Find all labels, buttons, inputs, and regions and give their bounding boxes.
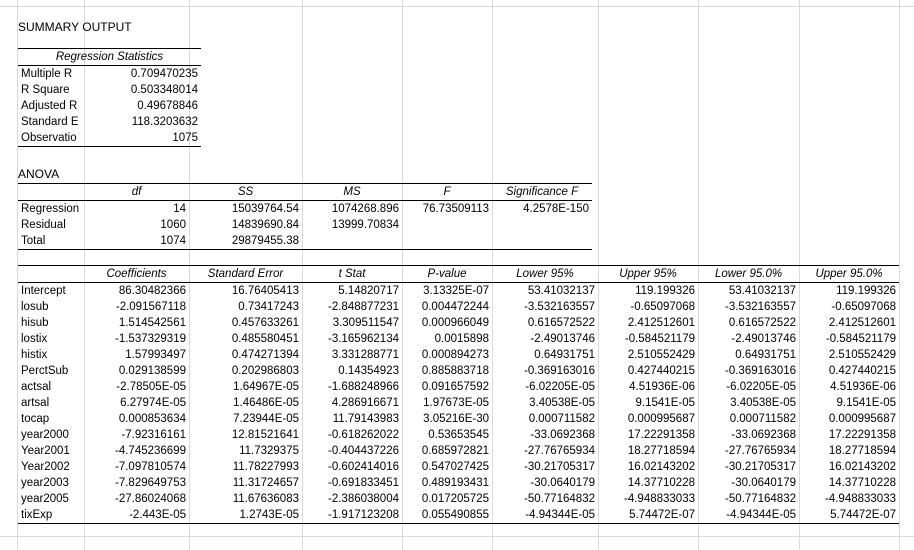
cell-upper-95: 9.1541E-05 xyxy=(635,397,695,409)
cell-upper-95: 2.510552429 xyxy=(627,349,695,361)
table-row xyxy=(18,475,899,491)
cell-p-value: 3.13325E-07 xyxy=(423,285,489,297)
row-value: 1075 xyxy=(102,130,201,147)
cell-standard-error: 1.46486E-05 xyxy=(233,397,299,409)
cell-lower-95: 3.40538E-05 xyxy=(529,397,595,409)
cell-upper-95-0: -0.65097068 xyxy=(831,301,896,313)
row-label: histix xyxy=(21,349,48,361)
cell-lower-95-0: 0.000711582 xyxy=(729,413,796,425)
regression-statistics-table xyxy=(18,48,201,147)
cell-coefficient: 6.27974E-05 xyxy=(120,397,186,409)
column-header xyxy=(18,266,84,283)
cell-ss: 29879455.38 xyxy=(189,233,302,250)
column-header: Lower 95.0% xyxy=(698,266,799,283)
cell-p-value: 0.055490855 xyxy=(402,507,492,524)
cell-lower-95: -33.0692368 xyxy=(530,429,595,441)
table-row xyxy=(18,315,899,331)
table-row xyxy=(18,459,899,475)
cell-lower-95: -27.76765934 xyxy=(524,445,595,457)
cell-standard-error: 0.73417243 xyxy=(238,301,299,313)
row-label: year2005 xyxy=(21,493,69,505)
row-label: lostix xyxy=(21,333,48,345)
cell-coefficient: 1.514542561 xyxy=(118,317,186,329)
cell-upper-95-0: 2.510552429 xyxy=(828,349,896,361)
cell-lower-95: -4.94344E-05 xyxy=(492,507,598,524)
cell-lower-95-0: 0.616572522 xyxy=(728,317,796,329)
cell-coefficient: -4.745236699 xyxy=(115,445,186,457)
row-label: tocap xyxy=(21,413,50,425)
cell-f xyxy=(402,217,492,233)
column-header: Upper 95% xyxy=(598,266,698,283)
cell-upper-95: 16.02143202 xyxy=(627,461,695,473)
table-row xyxy=(18,443,899,459)
regression-statistics-block xyxy=(18,48,201,147)
cell-upper-95-0: 18.27718594 xyxy=(828,445,896,457)
cell-lower-95: -0.369163016 xyxy=(524,365,595,377)
table-header-row xyxy=(18,266,899,283)
table-row xyxy=(18,395,899,411)
cell-upper-95: 5.74472E-07 xyxy=(598,507,698,524)
anova-table xyxy=(18,183,592,250)
cell-upper-95-0: 0.000995687 xyxy=(828,413,896,425)
cell-significance-f xyxy=(492,217,592,233)
row-value: 118.3203632 xyxy=(131,116,198,128)
cell-coefficient: -2.443E-05 xyxy=(84,507,189,524)
cell-upper-95: -0.65097068 xyxy=(630,301,695,313)
table-row xyxy=(18,130,201,147)
cell-f xyxy=(402,233,492,250)
row-label: Standard E xyxy=(21,116,79,128)
cell-upper-95-0: 17.22291358 xyxy=(828,429,896,441)
column-header: Lower 95% xyxy=(492,266,598,283)
cell-upper-95-0: 2.412512601 xyxy=(828,317,896,329)
cell-ss: 15039764.54 xyxy=(231,203,299,215)
cell-upper-95-0: 16.02143202 xyxy=(828,461,896,473)
cell-upper-95: 14.37710228 xyxy=(627,477,695,489)
row-label: Observatio xyxy=(18,130,102,147)
table-row xyxy=(18,427,899,443)
cell-coefficient: -27.86024068 xyxy=(115,493,186,505)
column-header: F xyxy=(402,184,492,201)
cell-standard-error: 7.23944E-05 xyxy=(233,413,299,425)
cell-lower-95: 53.41032137 xyxy=(527,285,595,297)
table-row xyxy=(18,82,201,98)
cell-t-stat: -2.386038004 xyxy=(328,493,399,505)
cell-coefficient: -2.091567118 xyxy=(115,301,186,313)
row-label: artsal xyxy=(21,397,50,409)
cell-p-value: 0.53653545 xyxy=(428,429,489,441)
gridline-horizontal xyxy=(0,536,914,537)
cell-p-value: 0.017205725 xyxy=(421,493,489,505)
cell-p-value: 0.000894273 xyxy=(421,349,489,361)
row-label: Year2002 xyxy=(21,461,70,473)
cell-upper-95-0: 0.427440215 xyxy=(828,365,896,377)
cell-p-value: 0.0015898 xyxy=(434,333,489,345)
cell-coefficient: -7.829649753 xyxy=(115,477,186,489)
cell-lower-95-0: -27.76765934 xyxy=(725,445,796,457)
cell-coefficient: 86.30482366 xyxy=(118,285,186,297)
coefficients-block xyxy=(18,265,899,524)
cell-p-value: 1.97673E-05 xyxy=(423,397,489,409)
cell-lower-95-0: -30.0640179 xyxy=(731,477,796,489)
table-row xyxy=(18,233,592,250)
cell-ms: 1074268.896 xyxy=(331,203,399,215)
row-label: tixExp xyxy=(18,507,84,524)
row-label: hisub xyxy=(21,317,49,329)
cell-f: 76.73509113 xyxy=(422,203,489,215)
table-row xyxy=(18,114,201,130)
cell-t-stat: -0.691833451 xyxy=(328,477,399,489)
cell-standard-error: 0.485580451 xyxy=(231,333,299,345)
row-value: 0.49678846 xyxy=(137,100,198,112)
row-label: Residual xyxy=(21,219,66,231)
cell-coefficient: -7.92316161 xyxy=(121,429,186,441)
cell-lower-95-0: 0.64931751 xyxy=(735,349,796,361)
table-row xyxy=(18,201,592,218)
cell-upper-95: -4.948833033 xyxy=(624,493,695,505)
cell-p-value: 0.000966049 xyxy=(421,317,489,329)
column-header: t Stat xyxy=(302,266,402,283)
table-row xyxy=(18,66,201,83)
coefficients-table xyxy=(18,265,899,524)
cell-lower-95: -50.77164832 xyxy=(524,493,595,505)
cell-lower-95-0: -33.0692368 xyxy=(731,429,796,441)
cell-lower-95: 0.000711582 xyxy=(528,413,595,425)
cell-upper-95: 17.22291358 xyxy=(627,429,695,441)
cell-t-stat: 3.331288771 xyxy=(331,349,399,361)
cell-standard-error: 11.78227993 xyxy=(232,461,299,473)
cell-standard-error: 11.7329375 xyxy=(239,445,299,457)
table-row xyxy=(18,491,899,507)
row-label: Regression xyxy=(21,203,80,215)
cell-standard-error: 0.474271394 xyxy=(231,349,299,361)
cell-coefficient: -1.537329319 xyxy=(115,333,186,345)
cell-p-value: 3.05216E-30 xyxy=(423,413,489,425)
cell-upper-95: 2.412512601 xyxy=(627,317,695,329)
cell-coefficient: 0.029138599 xyxy=(118,365,186,377)
cell-coefficient: -2.78505E-05 xyxy=(116,381,186,393)
cell-ms: 13999.70834 xyxy=(331,219,399,231)
cell-lower-95-0: -30.21705317 xyxy=(725,461,796,473)
column-header: Significance F xyxy=(492,184,592,201)
cell-t-stat: 0.14354923 xyxy=(338,365,399,377)
column-header: Coefficients xyxy=(84,266,189,283)
cell-p-value: 0.004472244 xyxy=(421,301,489,313)
anova-block xyxy=(18,183,592,250)
cell-t-stat: -0.602414016 xyxy=(328,461,399,473)
cell-t-stat: -1.688248966 xyxy=(328,381,399,393)
table-row xyxy=(18,347,899,363)
cell-lower-95: -3.532163557 xyxy=(524,301,595,313)
table-row xyxy=(18,49,201,66)
column-header: MS xyxy=(302,184,402,201)
cell-df: 1074 xyxy=(84,233,189,250)
cell-standard-error: 0.457633261 xyxy=(231,317,299,329)
cell-t-stat: 5.14820717 xyxy=(338,285,399,297)
cell-lower-95: -30.0640179 xyxy=(530,477,595,489)
cell-p-value: 0.685972821 xyxy=(421,445,489,457)
table-header-row xyxy=(18,184,592,201)
cell-standard-error: 16.76405413 xyxy=(231,285,299,297)
cell-lower-95-0: -6.02205E-05 xyxy=(726,381,796,393)
cell-t-stat: -3.165962134 xyxy=(328,333,399,345)
cell-ms xyxy=(302,233,402,250)
cell-upper-95-0: -4.948833033 xyxy=(825,493,896,505)
cell-upper-95-0: -0.584521179 xyxy=(825,333,896,345)
table-row xyxy=(18,217,592,233)
cell-standard-error: 1.64967E-05 xyxy=(233,381,299,393)
cell-lower-95-0: 53.41032137 xyxy=(728,285,796,297)
column-header: Upper 95.0% xyxy=(799,266,899,283)
row-label: losub xyxy=(21,301,49,313)
cell-upper-95-0: 9.1541E-05 xyxy=(836,397,896,409)
regression-statistics-header: Regression Statistics xyxy=(18,49,201,66)
row-label: Intercept xyxy=(21,285,66,297)
cell-lower-95: -2.49013746 xyxy=(530,333,595,345)
cell-upper-95-0: 14.37710228 xyxy=(828,477,896,489)
row-label: Year2001 xyxy=(21,445,70,457)
cell-standard-error: 1.2743E-05 xyxy=(189,507,302,524)
column-header: Standard Error xyxy=(189,266,302,283)
row-label: year2003 xyxy=(21,477,69,489)
cell-coefficient: 1.57993497 xyxy=(125,349,186,361)
cell-coefficient: -7.097810574 xyxy=(115,461,186,473)
cell-upper-95: 18.27718594 xyxy=(627,445,695,457)
cell-lower-95: -6.02205E-05 xyxy=(525,381,595,393)
cell-upper-95-0: 5.74472E-07 xyxy=(799,507,899,524)
row-label: year2000 xyxy=(21,429,69,441)
cell-t-stat: 11.79143983 xyxy=(332,413,399,425)
row-label: R Square xyxy=(21,84,70,96)
cell-t-stat: -2.848877231 xyxy=(328,301,399,313)
cell-t-stat: 3.309511547 xyxy=(332,317,399,329)
cell-lower-95-0: -3.532163557 xyxy=(725,301,796,313)
column-header: df xyxy=(84,184,189,201)
cell-p-value: 0.885883718 xyxy=(421,365,489,377)
table-row xyxy=(18,331,899,347)
cell-upper-95-0: 4.51936E-06 xyxy=(830,381,896,393)
row-value: 0.503348014 xyxy=(130,84,198,96)
row-label: PerctSub xyxy=(21,365,69,377)
cell-standard-error: 11.31724657 xyxy=(232,477,299,489)
cell-lower-95-0: 3.40538E-05 xyxy=(730,397,796,409)
table-row xyxy=(18,98,201,114)
cell-standard-error: 11.67636083 xyxy=(232,493,299,505)
cell-t-stat: -0.404437226 xyxy=(328,445,399,457)
cell-p-value: 0.091657592 xyxy=(421,381,489,393)
cell-df: 14 xyxy=(173,203,186,215)
column-header: SS xyxy=(189,184,302,201)
cell-lower-95-0: -2.49013746 xyxy=(731,333,796,345)
cell-lower-95-0: -50.77164832 xyxy=(725,493,796,505)
page-title: SUMMARY OUTPUT xyxy=(18,20,132,34)
column-header xyxy=(18,184,84,201)
gridline-horizontal xyxy=(0,6,914,7)
column-header: P-value xyxy=(402,266,492,283)
cell-lower-95-0: -0.369163016 xyxy=(725,365,796,377)
cell-upper-95: 0.427440215 xyxy=(627,365,695,377)
cell-ss: 14839690.84 xyxy=(231,219,299,231)
row-value: 0.709470235 xyxy=(130,68,198,80)
cell-significance-f: 4.2578E-150 xyxy=(523,203,589,215)
cell-lower-95: -30.21705317 xyxy=(524,461,595,473)
cell-upper-95: 4.51936E-06 xyxy=(629,381,695,393)
cell-t-stat: -1.917123208 xyxy=(302,507,402,524)
gridline-vertical xyxy=(899,0,900,550)
cell-lower-95: 0.64931751 xyxy=(534,349,595,361)
row-label: actsal xyxy=(21,381,52,393)
table-row xyxy=(18,299,899,315)
cell-lower-95-0: -4.94344E-05 xyxy=(698,507,799,524)
anova-section-label: ANOVA xyxy=(18,167,60,181)
cell-significance-f xyxy=(492,233,592,250)
cell-upper-95-0: 119.199326 xyxy=(836,285,896,297)
cell-t-stat: -0.618262022 xyxy=(328,429,399,441)
cell-coefficient: 0.000853634 xyxy=(118,413,186,425)
cell-t-stat: 4.286916671 xyxy=(331,397,399,409)
cell-lower-95: 0.616572522 xyxy=(527,317,595,329)
cell-standard-error: 12.81521641 xyxy=(231,429,299,441)
row-label: Total xyxy=(18,233,84,250)
cell-df: 1060 xyxy=(160,219,186,231)
cell-p-value: 0.489193431 xyxy=(421,477,489,489)
row-label: Adjusted R xyxy=(21,100,78,112)
row-label: Multiple R xyxy=(21,68,73,80)
table-row xyxy=(18,411,899,427)
cell-standard-error: 0.202986803 xyxy=(231,365,299,377)
table-row xyxy=(18,283,899,300)
table-row xyxy=(18,363,899,379)
cell-p-value: 0.547027425 xyxy=(421,461,489,473)
table-row xyxy=(18,507,899,524)
cell-upper-95: 119.199326 xyxy=(635,285,695,297)
cell-upper-95: 0.000995687 xyxy=(627,413,695,425)
table-row xyxy=(18,379,899,395)
cell-upper-95: -0.584521179 xyxy=(624,333,695,345)
